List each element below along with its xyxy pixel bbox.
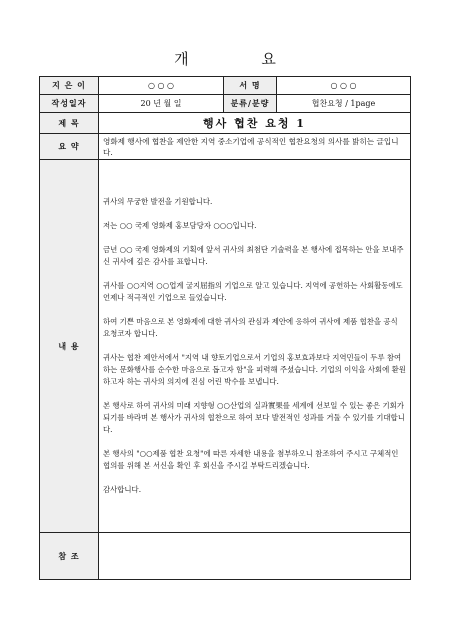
author-row xyxy=(40,77,411,95)
summary-value[interactable]: 영화제 행사에 협찬을 제안한 지역 중소기업에 공식적인 협찬요청의 의사를 밝히는 글입니다. xyxy=(99,134,411,160)
reference-label: 참 조 xyxy=(40,533,99,580)
author-value[interactable]: ○ ○ ○ xyxy=(99,77,224,95)
overview-form-table xyxy=(39,76,411,580)
date-row xyxy=(40,95,411,113)
sign-label: 서 명 xyxy=(224,77,277,95)
content-paragraph: 귀사를 ○○지역 ○○업계 굴지屈指의 기업으로 알고 있습니다. 지역에 공헌하는 사회활동에도 언제나 적극적인 기업으로 들었습니다. xyxy=(103,281,403,302)
content-body[interactable] xyxy=(99,160,411,533)
content-label: 내 용 xyxy=(40,160,99,533)
content-paragraph: 귀사는 협찬 제안서에서 "지역 내 향토기업으로서 기업의 홍보효과보다 지역민들이 두루 참여하는 문화행사를 순수한 마음으로 돕고자 함"을 피력해 주셨습니다. 기업의 이익을 사회에 환원하고자 하는 귀사의 의지에 진심 어린 박수를 보냅니다. xyxy=(103,353,406,386)
content-paragraph: 본 행사로 하여 귀사의 미래 지향형 ○○산업의 실과實果를 세계에 선보일 수 있는 좋은 기회가 되기를 바라며 본 행사가 귀사의 협찬으로 하여 보다 발전적인 성과를 거둘 수 있기를 기대합니다. xyxy=(103,401,405,434)
author-label: 지 은 이 xyxy=(40,77,99,95)
page-title: 개 요 xyxy=(174,50,310,68)
date-label: 작성일자 xyxy=(40,95,99,113)
content-paragraph: 하여 기쁜 마음으로 본 영화제에 대한 귀사의 관심과 제안에 응하여 귀사에 제품 협찬을 공식 요청코자 합니다. xyxy=(103,317,398,338)
sign-value[interactable]: ○ ○ ○ xyxy=(277,77,411,95)
summary-label: 요 약 xyxy=(40,134,99,160)
content-paragraph: 본 행사의 "○○제품 협찬 요청"에 따른 자세한 내용을 첨부하오니 참조하여 주시고 구체적인 협의를 위해 본 서신을 확인 후 회신을 주시길 부탁드리겠습니다. xyxy=(103,449,399,470)
date-value[interactable]: 20 년 월 일 xyxy=(99,95,224,113)
category-value[interactable]: 협찬요청 / 1page xyxy=(277,95,411,113)
subject-row xyxy=(40,113,411,134)
reference-value[interactable] xyxy=(99,533,411,580)
subject-value[interactable]: 행사 협찬 요청 1 xyxy=(99,113,411,134)
content-paragraph: 저는 ○○ 국제 영화제 홍보담당자 ○○○입니다. xyxy=(103,221,257,230)
summary-row xyxy=(40,134,411,160)
content-row xyxy=(40,160,411,533)
content-paragraph: 금년 ○○ 국제 영화제의 기획에 앞서 귀사의 최첨단 기술력을 본 행사에 접목하는 안을 보내주신 귀사에 깊은 감사를 표합니다. xyxy=(103,245,404,266)
reference-row xyxy=(40,533,411,580)
category-label: 분류/분량 xyxy=(224,95,277,113)
content-paragraph: 귀사의 무궁한 발전을 기원합니다. xyxy=(103,197,213,206)
subject-label: 제 목 xyxy=(40,113,99,134)
content-paragraph: 감사합니다. xyxy=(103,485,142,494)
